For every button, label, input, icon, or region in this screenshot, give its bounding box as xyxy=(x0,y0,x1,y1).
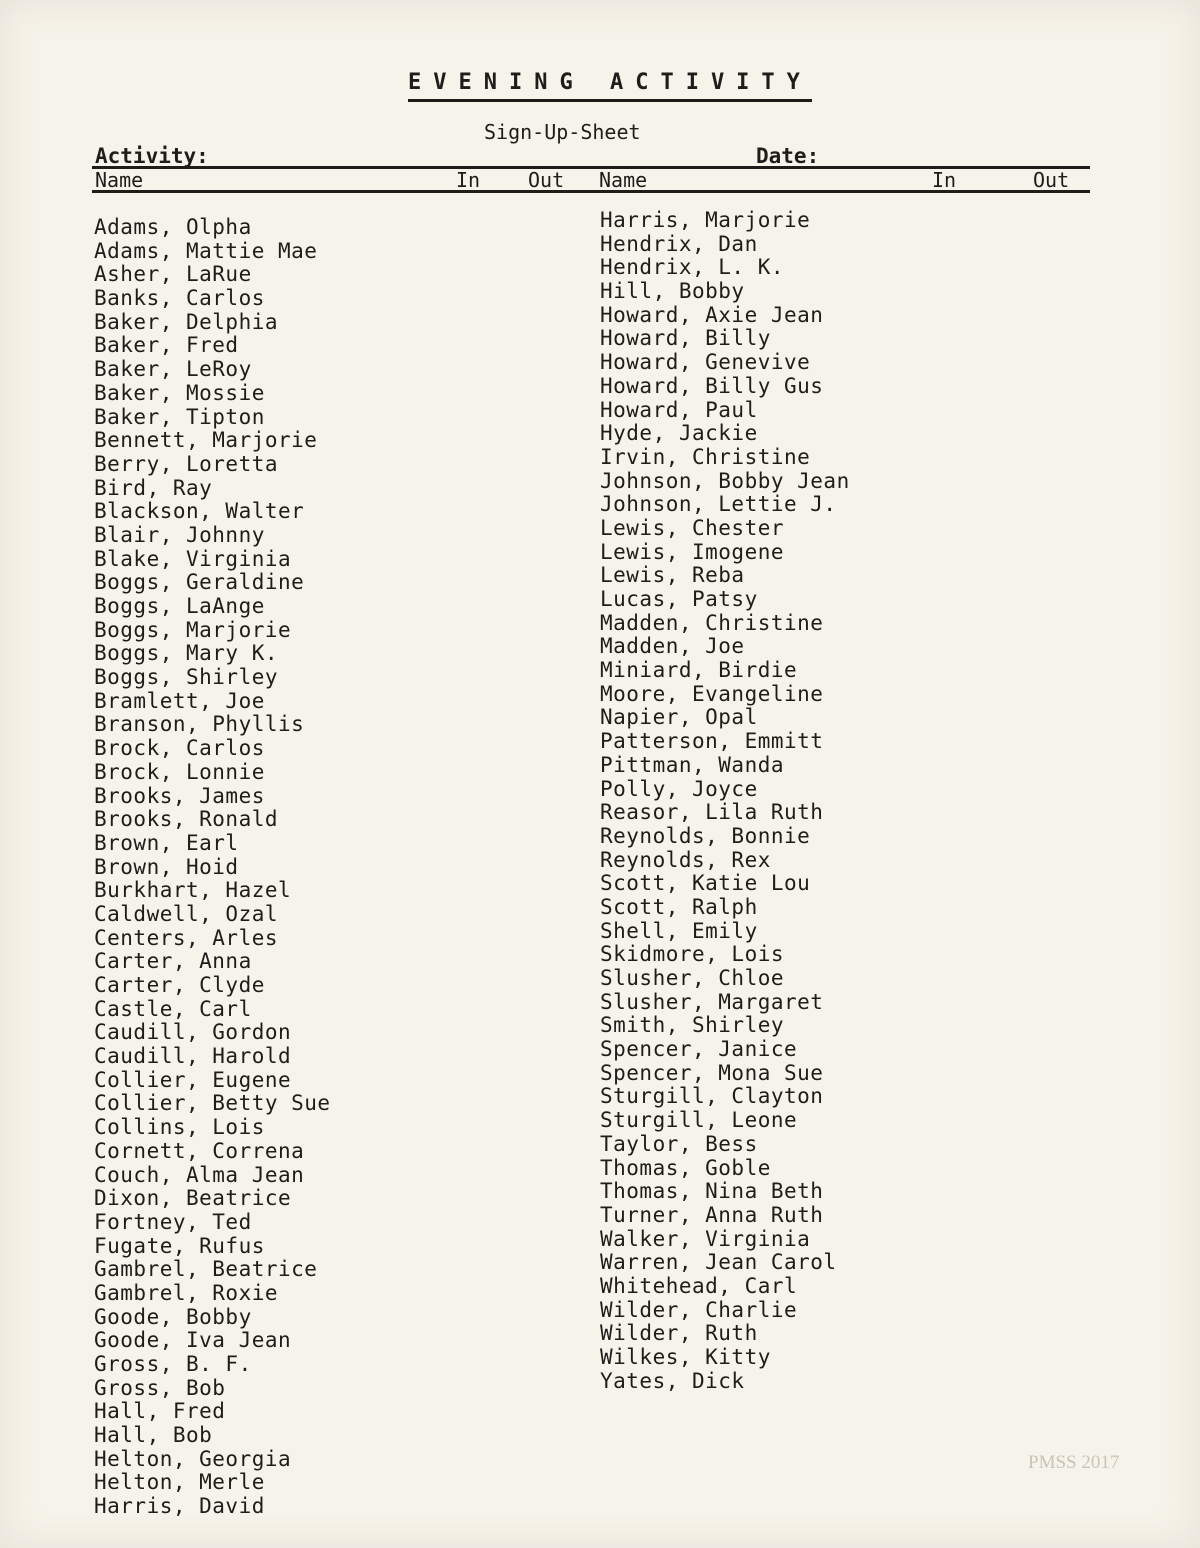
right-name-header: Name xyxy=(599,168,648,192)
list-item: Baker, Tipton xyxy=(94,404,265,429)
list-item: Brown, Earl xyxy=(94,830,239,855)
list-item: Howard, Paul xyxy=(600,397,758,422)
list-item: Slusher, Margaret xyxy=(600,989,824,1014)
list-item: Lewis, Chester xyxy=(600,515,785,540)
header-rule-bottom xyxy=(92,190,1090,193)
list-item: Gambrel, Beatrice xyxy=(94,1257,318,1282)
list-item: Blackson, Walter xyxy=(94,499,305,524)
list-item: Baker, Fred xyxy=(94,333,239,358)
list-item: Bramlett, Joe xyxy=(94,688,265,713)
right-out-header: Out xyxy=(1033,168,1070,192)
list-item: Gross, B. F. xyxy=(94,1352,252,1376)
list-item: Madden, Joe xyxy=(600,634,745,659)
list-item: Blake, Virginia xyxy=(94,546,292,571)
list-item: Collier, Eugene xyxy=(94,1067,292,1092)
list-item: Miniard, Birdie xyxy=(600,658,798,683)
list-item: Hall, Fred xyxy=(94,1399,226,1424)
list-item: Bird, Ray xyxy=(94,475,213,500)
list-item: Wilkes, Kitty xyxy=(600,1345,771,1369)
list-item: Pittman, Wanda xyxy=(600,752,785,777)
list-item: Goode, Iva Jean xyxy=(94,1328,292,1353)
date-label: Date: xyxy=(756,144,820,168)
list-item: Bennett, Marjorie xyxy=(94,428,318,453)
list-item: Madden, Christine xyxy=(600,610,824,635)
list-item: Walker, Virginia xyxy=(600,1226,811,1251)
list-item: Dixon, Beatrice xyxy=(94,1186,292,1211)
list-item: Johnson, Lettie J. xyxy=(600,492,837,517)
list-item: Scott, Katie Lou xyxy=(600,871,811,896)
list-item: Thomas, Nina Beth xyxy=(600,1179,824,1204)
list-item: Reynolds, Bonnie xyxy=(600,823,811,848)
list-item: Boggs, Geraldine xyxy=(94,570,305,595)
list-item: Hendrix, Dan xyxy=(600,231,758,256)
list-item: Carter, Anna xyxy=(94,949,252,974)
right-name-list xyxy=(600,209,850,1393)
list-item: Boggs, LaAnge xyxy=(94,594,265,618)
list-item: Branson, Phyllis xyxy=(94,712,305,737)
list-item: Gambrel, Roxie xyxy=(94,1280,279,1305)
list-item: Boggs, Mary K. xyxy=(94,641,279,666)
list-item: Turner, Anna Ruth xyxy=(600,1202,824,1227)
list-item: Banks, Carlos xyxy=(94,286,265,311)
list-item: Helton, Merle xyxy=(94,1470,265,1495)
list-item: Patterson, Emmitt xyxy=(600,729,824,754)
list-item: Blair, Johnny xyxy=(94,522,265,547)
list-item: Hyde, Jackie xyxy=(600,421,758,446)
list-item: Johnson, Bobby Jean xyxy=(600,468,850,493)
list-item: Spencer, Janice xyxy=(600,1037,798,1062)
list-item: Boggs, Shirley xyxy=(94,665,279,690)
list-item: Caudill, Harold xyxy=(94,1044,292,1069)
list-item: Shell, Emily xyxy=(600,918,758,943)
list-item: Taylor, Bess xyxy=(600,1131,758,1156)
list-item: Brooks, James xyxy=(94,783,265,808)
list-item: Yates, Dick xyxy=(600,1368,745,1393)
list-item: Wilder, Ruth xyxy=(600,1321,758,1346)
list-item: Thomas, Goble xyxy=(600,1155,771,1180)
list-item: Caudill, Gordon xyxy=(94,1020,292,1045)
activity-label: Activity: xyxy=(95,144,209,168)
list-item: Lewis, Reba xyxy=(600,563,745,588)
list-item: Baker, Mossie xyxy=(94,380,265,405)
list-item: Gross, Bob xyxy=(94,1375,226,1400)
list-item: Hill, Bobby xyxy=(600,279,745,304)
list-item: Brock, Lonnie xyxy=(94,759,265,784)
list-item: Brooks, Ronald xyxy=(94,807,279,832)
list-item: Collins, Lois xyxy=(94,1115,265,1140)
list-item: Carter, Clyde xyxy=(94,973,265,997)
list-item: Sturgill, Leone xyxy=(600,1108,798,1133)
list-item: Collier, Betty Sue xyxy=(94,1091,331,1116)
list-item: Lewis, Imogene xyxy=(600,539,785,564)
list-item: Harris, Marjorie xyxy=(600,208,811,232)
left-out-header: Out xyxy=(528,168,565,192)
right-in-header: In xyxy=(932,168,957,192)
list-item: Brock, Carlos xyxy=(94,736,265,761)
list-item: Reasor, Lila Ruth xyxy=(600,800,824,825)
page-subtitle: Sign-Up-Sheet xyxy=(484,120,641,144)
list-item: Cornett, Correna xyxy=(94,1138,305,1163)
list-item: Burkhart, Hazel xyxy=(94,878,292,903)
list-item: Sturgill, Clayton xyxy=(600,1084,824,1109)
list-item: Hall, Bob xyxy=(94,1423,213,1448)
archive-watermark: PMSS 2017 xyxy=(1028,1452,1120,1473)
list-item: Baker, LeRoy xyxy=(94,357,252,382)
list-item: Wilder, Charlie xyxy=(600,1297,798,1322)
list-item: Reynolds, Rex xyxy=(600,847,771,872)
list-item: Fugate, Rufus xyxy=(94,1233,265,1258)
list-item: Irvin, Christine xyxy=(600,444,811,469)
list-item: Slusher, Chloe xyxy=(600,966,785,990)
list-item: Moore, Evangeline xyxy=(600,681,824,706)
list-item: Castle, Carl xyxy=(94,996,252,1021)
list-item: Centers, Arles xyxy=(94,925,279,950)
list-item: Warren, Jean Carol xyxy=(600,1250,837,1275)
page-title: EVENING ACTIVITY xyxy=(408,70,812,102)
list-item: Howard, Billy Gus xyxy=(600,373,824,398)
list-item: Goode, Bobby xyxy=(94,1304,252,1329)
list-item: Skidmore, Lois xyxy=(600,942,785,967)
list-item: Polly, Joyce xyxy=(600,776,758,801)
list-item: Smith, Shirley xyxy=(600,1013,785,1038)
left-name-list xyxy=(94,216,331,1519)
list-item: Hendrix, L. K. xyxy=(600,255,785,280)
list-item: Scott, Ralph xyxy=(600,894,758,919)
list-item: Howard, Axie Jean xyxy=(600,302,824,327)
list-item: Boggs, Marjorie xyxy=(94,617,292,642)
list-item: Whitehead, Carl xyxy=(600,1273,798,1298)
list-item: Baker, Delphia xyxy=(94,309,279,334)
list-item: Napier, Opal xyxy=(600,705,758,730)
list-item: Howard, Billy xyxy=(600,326,771,351)
list-item: Helton, Georgia xyxy=(94,1446,292,1471)
list-item: Fortney, Ted xyxy=(94,1209,252,1234)
left-name-header: Name xyxy=(95,168,144,192)
list-item: Harris, David xyxy=(94,1494,265,1519)
list-item: Howard, Genevive xyxy=(600,350,811,375)
list-item: Adams, Olpha xyxy=(94,215,252,239)
list-item: Asher, LaRue xyxy=(94,262,252,287)
list-item: Lucas, Patsy xyxy=(600,587,758,611)
left-in-header: In xyxy=(456,168,481,192)
list-item: Brown, Hoid xyxy=(94,854,239,879)
list-item: Spencer, Mona Sue xyxy=(600,1060,824,1085)
list-item: Berry, Loretta xyxy=(94,451,279,476)
list-item: Adams, Mattie Mae xyxy=(94,238,318,263)
list-item: Caldwell, Ozal xyxy=(94,901,279,926)
list-item: Couch, Alma Jean xyxy=(94,1162,305,1187)
